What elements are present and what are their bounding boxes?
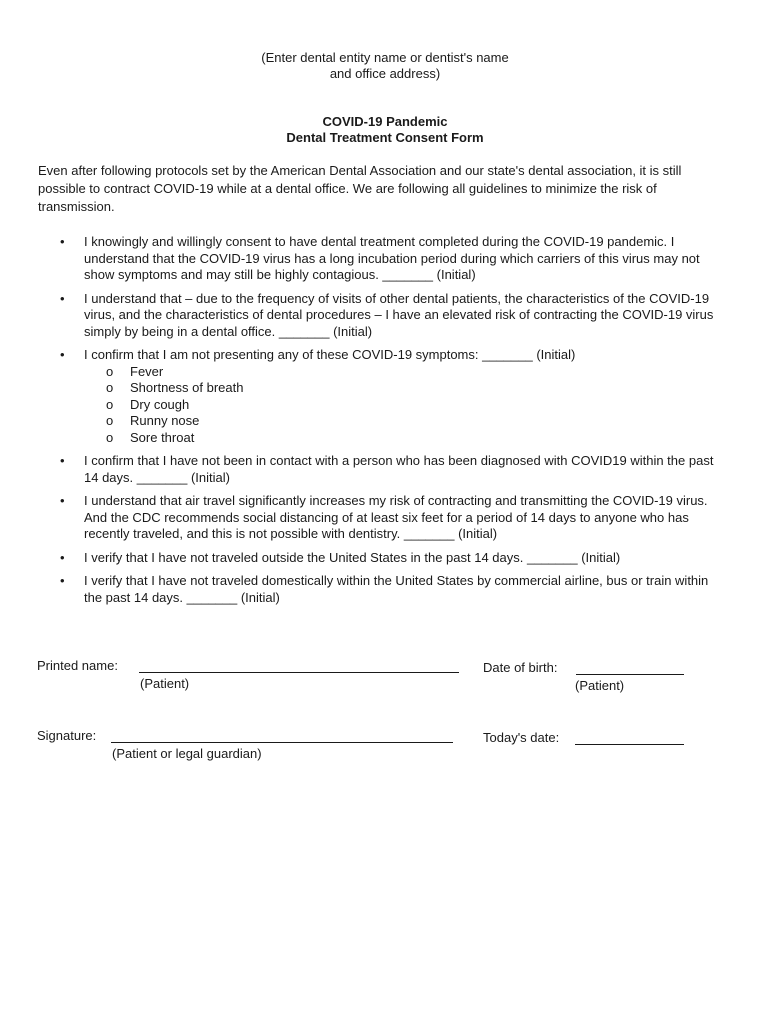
- consent-text: I understand that air travel significantly increases my risk of contracting and transmitting the COVID-19 virus. And the CDC recommends social distancing of at least six feet for a period of 14 days to anyone who has recently traveled, and this is not possible with dentistry. _______ (Initial): [84, 493, 708, 541]
- entity-line-1: (Enter dental entity name or dentist's name: [261, 50, 509, 65]
- title-line-1: COVID-19 Pandemic: [322, 114, 448, 129]
- dob-field[interactable]: [576, 674, 684, 675]
- symptom-item: o Sore throat: [106, 429, 195, 445]
- dob-label: Date of birth:: [483, 660, 558, 675]
- bullet-icon: •: [60, 290, 65, 306]
- todays-date-field[interactable]: [575, 744, 684, 745]
- circle-bullet-icon: o: [106, 413, 114, 428]
- consent-text: I verify that I have not traveled outside the United States in the past 14 days. _______ (Initial): [84, 549, 621, 565]
- todays-date-label: Today's date:: [483, 730, 560, 745]
- intro-paragraph: Even after following protocols set by the American Dental Association and our state's dental association, it is still possible to contract COVID-19 while at a dental office. We are following all guidelines to minimize the risk of transmission.: [38, 163, 682, 214]
- consent-text: I confirm that I am not presenting any of these COVID-19 symptoms: _______ (Initial): [84, 347, 576, 362]
- symptom-item: o Dry cough: [106, 396, 190, 412]
- symptom-item: o Shortness of breath: [106, 380, 244, 395]
- signature-label: Signature:: [37, 728, 97, 743]
- printed-name-sub: (Patient): [140, 676, 190, 691]
- bullet-icon: •: [60, 549, 65, 565]
- bullet-icon: •: [60, 453, 65, 468]
- symptom-item: o Runny nose: [106, 413, 200, 428]
- symptom-item: o Fever: [106, 363, 164, 379]
- consent-text: I understand that – due to the frequency of visits of other dental patients, the characteristics of the COVID-19 virus, and the characteristics of dental procedures – I have an elevated risk of contracting the COVID-19 virus simply by being in a dental office. _______ (Initial): [84, 290, 714, 339]
- bullet-icon: •: [60, 573, 65, 588]
- consent-text: I confirm that I have not been in contact with a person who has been diagnosed with COVID19 within the past 14 days. _______ (Initial): [84, 453, 714, 485]
- consent-text: I verify that I have not traveled domestically within the United States by commercial airline, bus or train within the past 14 days. _______ (Initial): [84, 573, 709, 605]
- bullet-icon: •: [60, 493, 65, 508]
- title-line-2: Dental Treatment Consent Form: [286, 130, 484, 145]
- printed-name-field[interactable]: [139, 672, 459, 673]
- dob-sub: (Patient): [575, 678, 625, 693]
- circle-bullet-icon: o: [106, 363, 114, 379]
- consent-text: I knowingly and willingly consent to have dental treatment completed during the COVID-19 pandemic. I understand that the COVID-19 virus has a long incubation period during which carriers of this virus may not show symptoms and may still be highly contagious. _______ (Initial): [84, 234, 700, 282]
- bullet-icon: •: [60, 234, 65, 249]
- signature-sub: (Patient or legal guardian): [112, 746, 262, 761]
- signature-field[interactable]: [111, 742, 453, 743]
- circle-bullet-icon: o: [106, 429, 114, 445]
- circle-bullet-icon: o: [106, 396, 114, 412]
- printed-name-label: Printed name:: [37, 658, 118, 673]
- entity-line-2: and office address): [329, 66, 441, 81]
- bullet-icon: •: [60, 347, 65, 362]
- circle-bullet-icon: o: [106, 380, 114, 395]
